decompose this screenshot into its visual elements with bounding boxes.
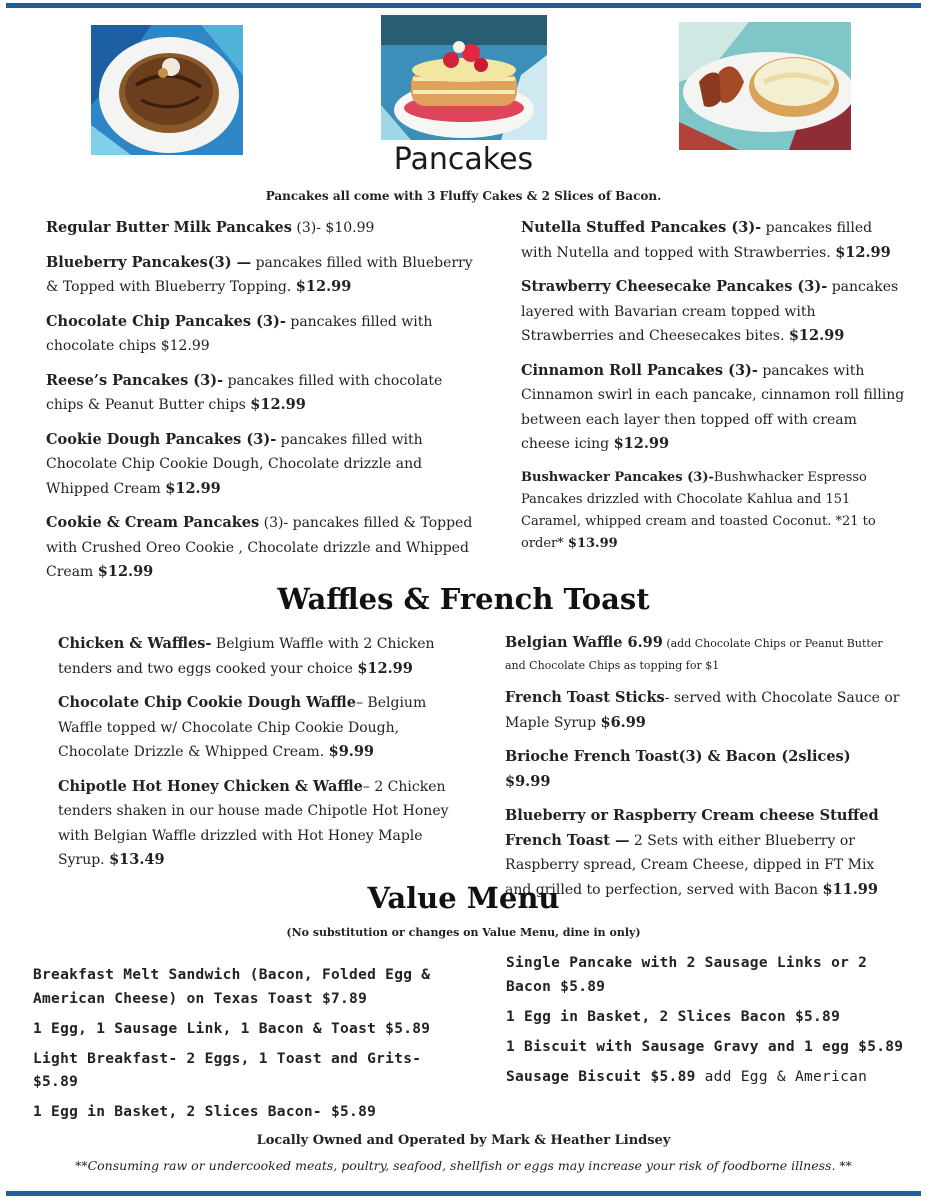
value-item: 1 Egg in Basket, 2 Slices Bacon- $5.89 — [33, 1104, 377, 1120]
item-count: (3)- — [291, 220, 326, 236]
value-item: Light Breakfast- 2 Eggs, 1 Toast and Grits- $5.89 — [33, 1050, 422, 1090]
menu-item — [521, 359, 906, 457]
item-price: $12.99 — [250, 396, 306, 413]
item-desc: - served with Chocolate Sauce or Maple Syrup — [505, 690, 900, 731]
pancake-photo-2 — [381, 15, 547, 140]
item-price: $13.99 — [567, 535, 618, 551]
item-desc: pancakes filled with Chocolate Chip Cookie Dough, Chocolate drizzle and Whipped Cream — [46, 431, 423, 497]
menu-item — [521, 275, 906, 349]
value-left-column — [33, 964, 463, 1131]
menu-item — [46, 428, 476, 502]
item-price: $12.99 — [295, 278, 352, 295]
menu-item — [521, 467, 906, 555]
item-price: $9.99 — [328, 743, 375, 760]
item-name: Cookie & Cream Pancakes — [46, 514, 260, 531]
item-desc: pancakes filled with Blueberry & Topped with Blueberry Topping. — [46, 254, 473, 295]
owner-line: Locally Owned and Operated by Mark & Heather Lindsey — [256, 1133, 671, 1148]
pancake-photo-3 — [679, 22, 851, 150]
item-price: $12.99 — [613, 435, 670, 452]
pancakes-right-column — [521, 216, 906, 565]
item-name: Cinnamon Roll Pancakes (3)- — [521, 361, 758, 379]
item-desc: – 2 Chicken tenders shaken in our house made Chipotle Hot Honey with Belgian Waffle drizzled with Hot Honey Maple Syrup. — [58, 778, 449, 868]
value-item: 1 Egg in Basket, 2 Slices Bacon $5.89 — [506, 1008, 841, 1025]
pancakes-title: Pancakes — [393, 142, 534, 177]
item-price: $12.99 — [97, 563, 154, 580]
item-desc: pancakes filled with chocolate chips & Peanut Butter chips — [46, 372, 443, 413]
item-name: Nutella Stuffed Pancakes (3)- — [521, 219, 762, 236]
food-warning: **Consuming raw or undercooked meats, poultry, seafood, shellfish or eggs may increase your risk of foodborne illness. ** — [75, 1158, 852, 1173]
value-item: 1 Biscuit with Sausage Gravy and 1 egg $5.89 — [506, 1038, 904, 1055]
item-price: $12.99 — [165, 479, 221, 497]
item-name: Strawberry Cheesecake Pancakes (3)- — [521, 278, 828, 295]
menu-item — [46, 216, 476, 241]
item-price: $12.99 — [788, 327, 845, 344]
value-item-extra: add Egg & American — [695, 1068, 868, 1085]
item-name: Chicken & Waffles- — [58, 635, 212, 652]
item-price: $12.99 — [357, 659, 413, 677]
menu-item — [46, 369, 476, 418]
menu-item — [58, 775, 463, 873]
item-name: Cookie Dough Pancakes (3)- — [46, 430, 277, 448]
item-price: $11.99 — [822, 880, 878, 898]
item-desc: 2 Sets with either Blueberry or Raspberry spread, Cream Cheese, dipped in FT Mix and grilled to perfection, served with Bacon — [505, 832, 875, 898]
item-name: Chipotle Hot Honey Chicken & Waffle — [58, 777, 363, 795]
item-name: Regular Butter Milk Pancakes — [46, 219, 292, 236]
item-count: (3)- — [259, 515, 293, 531]
value-item-text: Sausage Biscuit $5.89 — [506, 1068, 696, 1085]
value-item: 1 Egg, 1 Sausage Link, 1 Bacon & Toast $5.89 — [33, 1020, 431, 1037]
value-item: Single Pancake with 2 Sausage Links or 2 Bacon $5.89 — [506, 955, 868, 995]
item-name: Blueberry or Raspberry Cream cheese Stuffed French Toast — — [505, 807, 879, 849]
item-desc: pancakes filled & Topped with Crushed Oreo Cookie , Chocolate drizzle and Whipped Cream — [46, 515, 473, 580]
pancakes-left-column — [46, 216, 476, 595]
pancakes-subtitle: Pancakes all come with 3 Fluffy Cakes & 2 Slices of Bacon. — [265, 189, 662, 203]
item-name: Chocolate Chip Pancakes (3)- — [46, 312, 286, 330]
item-desc: pancakes filled with chocolate chips — [46, 313, 433, 354]
value-item: Breakfast Melt Sandwich (Bacon, Folded Egg & American Cheese) on Texas Toast $7.89 — [33, 967, 431, 1007]
item-price: $13.49 — [109, 851, 165, 868]
item-price: $12.99 — [835, 243, 891, 261]
waffles-left-column — [58, 632, 463, 883]
waffles-title: Waffles & French Toast — [277, 582, 650, 616]
menu-item — [58, 691, 463, 765]
menu-item — [46, 310, 476, 359]
menu-item — [521, 216, 906, 265]
item-price: $10.99 — [325, 220, 375, 236]
menu-item — [505, 632, 900, 676]
item-desc: (add Chocolate Chips or Peanut Butter and Chocolate Chips as topping for $1 — [505, 637, 883, 672]
value-right-column — [506, 952, 906, 1096]
item-desc: pancakes with Cinnamon swirl in each pancake, cinnamon roll filling between each layer then topped off with cream cheese icing — [521, 362, 905, 452]
item-desc: pancakes layered with Bavarian cream topped with Strawberries and Cheesecakes bites. — [521, 279, 899, 344]
menu-item — [46, 511, 476, 585]
waffles-right-column — [505, 632, 900, 912]
item-desc: Belgium Waffle with 2 Chicken tenders and two eggs cooked your choice — [58, 636, 435, 677]
item-desc: Bushwhacker Espresso Pancakes drizzled with Chocolate Kahlua and 151 Caramel, whipped cream and toasted Coconut. *21 to order* — [521, 469, 876, 551]
menu-item — [58, 632, 463, 681]
item-name: Reese’s Pancakes (3)- — [46, 371, 224, 389]
item-desc: – Belgium Waffle topped w/ Chocolate Chip Cookie Dough, Chocolate Drizzle & Whipped Cream. — [58, 695, 427, 760]
value-item — [506, 1066, 906, 1090]
bottom-rule — [6, 1191, 921, 1196]
item-name: Belgian Waffle 6.99 — [505, 634, 663, 651]
item-name: Bushwacker Pancakes (3)- — [521, 469, 714, 485]
menu-item — [505, 745, 900, 794]
item-name: Blueberry Pancakes(3) — — [46, 253, 252, 271]
top-rule — [6, 3, 921, 8]
item-name: French Toast Sticks — [505, 689, 665, 706]
item-price: $6.99 — [600, 713, 646, 731]
item-name: Brioche French Toast(3) & Bacon (2slices) $9.99 — [505, 748, 851, 790]
pancake-photo-1 — [91, 25, 243, 155]
item-name: Chocolate Chip Cookie Dough Waffle — [58, 694, 356, 711]
value-menu-title: Value Menu — [367, 881, 560, 915]
menu-item — [46, 251, 476, 300]
item-desc: pancakes filled with Nutella and topped with Strawberries. — [521, 220, 873, 261]
menu-item — [505, 686, 900, 735]
item-price: $12.99 — [160, 338, 210, 354]
value-menu-note: (No substitution or changes on Value Menu, dine in only) — [286, 926, 641, 939]
